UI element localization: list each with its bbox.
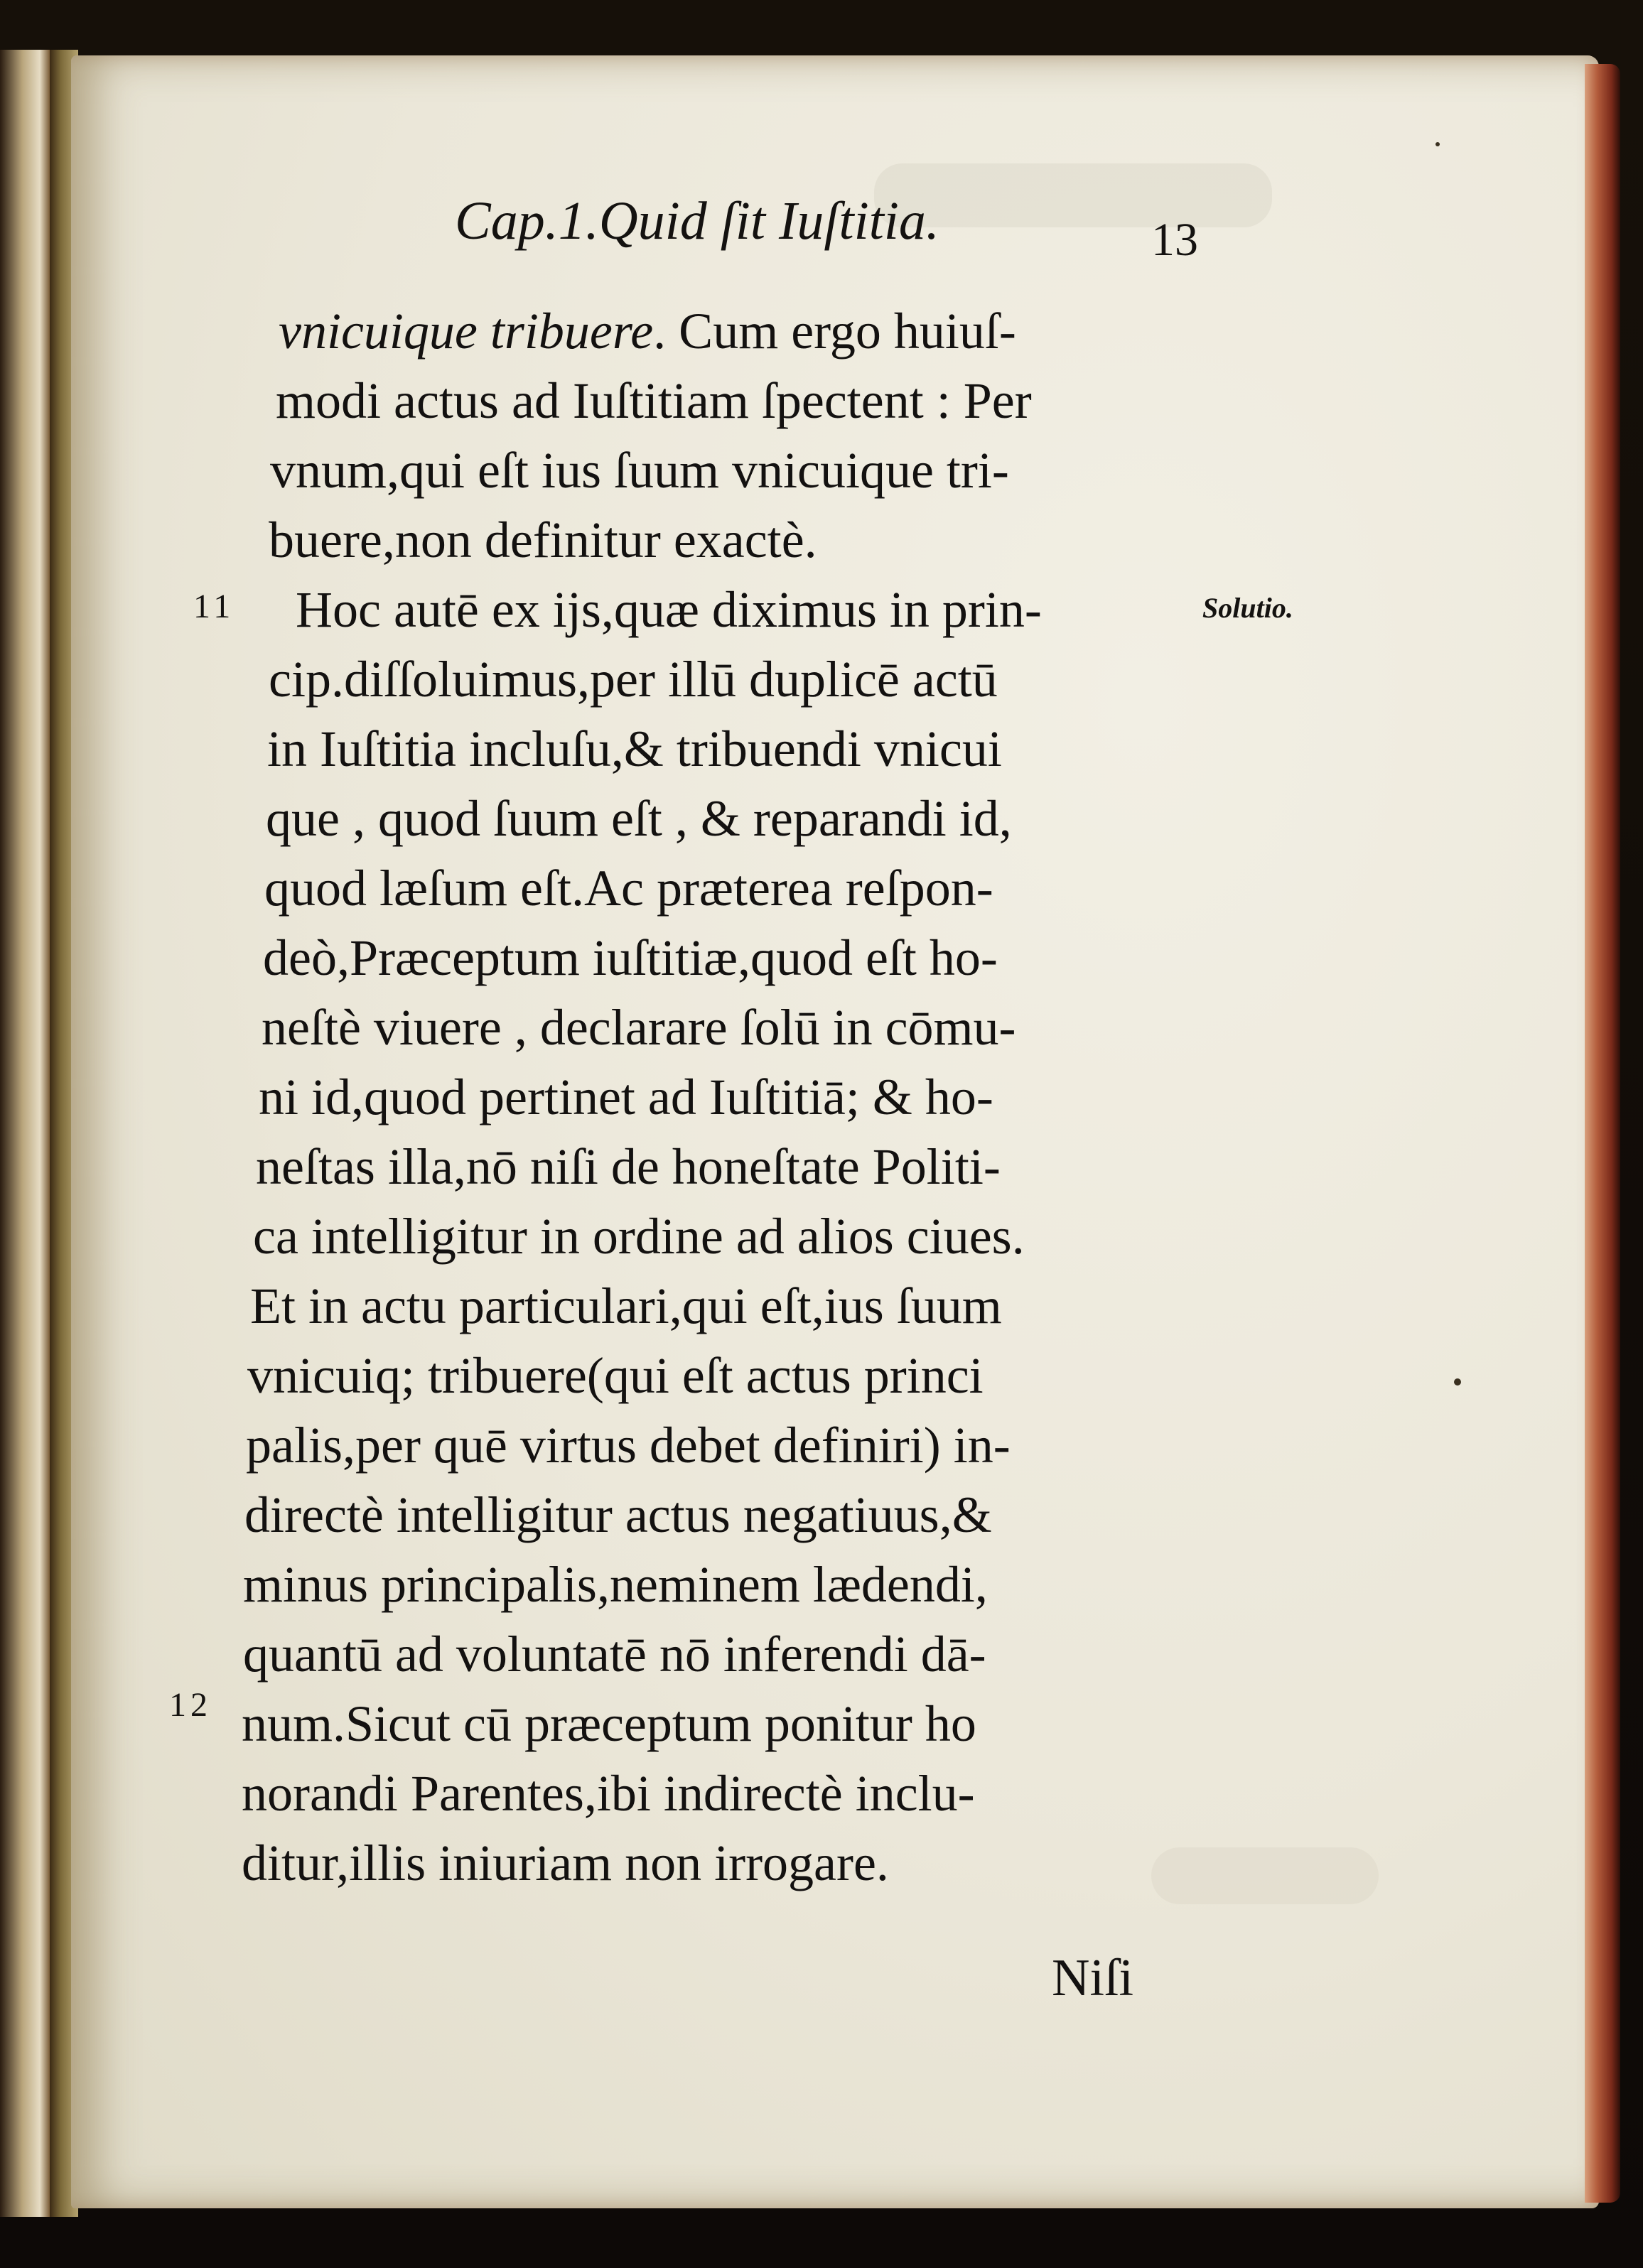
text-line: vnicuiq; tribuere(qui eſt actus princi: [247, 1347, 984, 1404]
text-line: minus principalis,neminem lædendi,: [243, 1556, 988, 1613]
text-line: modi actus ad Iuſtitiam ſpectent : Per: [276, 372, 1032, 429]
text-line: Hoc autē ex ijs,quæ diximus in prin-: [296, 581, 1042, 638]
text-line: ca intelligitur in ordine ad alios ciues.: [253, 1208, 1025, 1265]
text-line: que , quod ſuum eſt , & reparandi id,: [266, 790, 1012, 847]
text-line: cip.diſſoluimus,per illū duplicē actū: [269, 651, 998, 708]
text-line: vnicuique tribuere. Cum ergo huiuſ-: [279, 303, 1016, 360]
text-line: palis,per quē virtus debet definiri) in-: [246, 1417, 1011, 1474]
text-line: neſtas illa,nō niſi de honeſtate Politi-: [256, 1138, 1001, 1195]
text-line: Et in actu particulari,qui eſt,ius ſuum: [250, 1278, 1002, 1334]
marginal-note: Solutio.: [1202, 592, 1293, 624]
text-line: buere,non definitur exactè.: [269, 512, 817, 568]
text-line: quantū ad voluntatē nō inferendi dā-: [243, 1626, 986, 1683]
text-line: neſtè viuere , declarare ſolū in cōmu-: [262, 999, 1016, 1056]
text-line: norandi Parentes,ibi indirectè inclu-: [242, 1765, 975, 1822]
text-line: vnum,qui eſt ius ſuum vnicuique tri-: [270, 442, 1009, 499]
text-line: in Iuſtitia incluſu,& tribuendi vnicui: [267, 720, 1002, 777]
text-line: num.Sicut cū præceptum ponitur ho: [242, 1695, 976, 1752]
text-line: deò,Præceptum iuſtitiæ,quod eſt ho-: [263, 929, 998, 986]
paragraph-number: 11: [193, 588, 235, 625]
text-line: ni id,quod pertinet ad Iuſtitiā; & ho-: [259, 1069, 993, 1125]
paper-speck: [1454, 1378, 1461, 1386]
text-line: quod læſum eſt.Ac præterea reſpon-: [264, 860, 993, 917]
left-leaf-edge: [0, 50, 50, 2217]
running-head: Cap.1.Quid ſit Iuſtitia.: [455, 191, 939, 251]
catchword: Niſi: [1052, 1949, 1134, 2007]
paper-speck: [1435, 142, 1440, 146]
red-fore-edge: [1585, 64, 1620, 2203]
italic-phrase: vnicuique tribuere: [279, 303, 654, 360]
page-number: 13: [1151, 214, 1198, 266]
text-line: directè intelligitur actus negatiuus,&: [244, 1486, 992, 1543]
paragraph-number: 12: [169, 1686, 212, 1724]
text-line: ditur,illis iniuriam non irrogare.: [242, 1835, 889, 1891]
